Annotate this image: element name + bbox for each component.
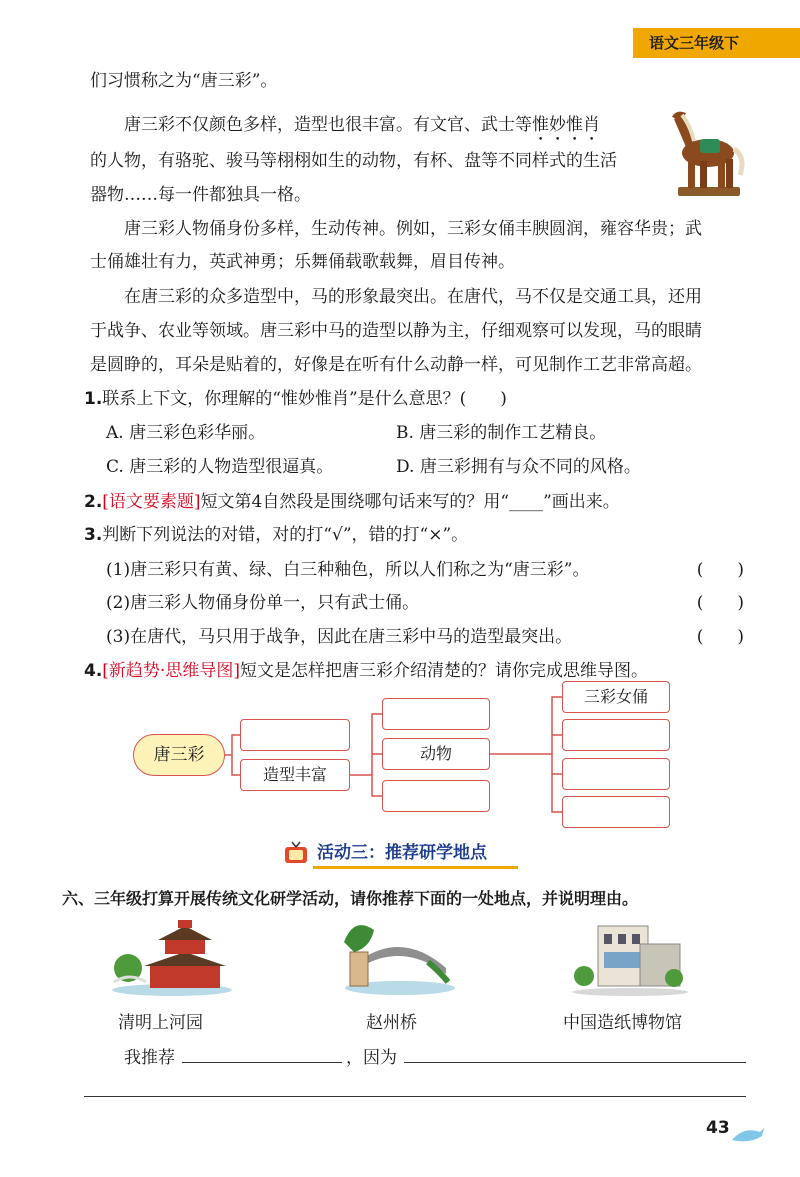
option-a[interactable]: A. 唐三彩色彩华丽。 [106,423,266,443]
mindmap-node-shape: 造型丰富 [240,759,350,791]
option-b[interactable]: B. 唐三彩的制作工艺精良。 [396,423,607,443]
mindmap-blank[interactable] [562,796,670,828]
answer-paren-3[interactable]: ( ) [696,627,744,647]
grade-tag: 语文三年级下 [633,28,800,58]
question-3: 3.判断下列说法的对错，对的打“√”，错的打“×”。 [84,525,469,545]
judge-item-1: (1)唐三彩只有黄、绿、白三种釉色，所以人们称之为“唐三彩”。 [106,560,590,580]
answer-paren-1[interactable]: ( ) [696,560,744,580]
garden-pavilion-illustration [110,916,235,996]
page-number: 43 [706,1118,730,1138]
dotted-phrase: 惟妙惟肖 [532,115,600,135]
passage-line: 在唐三彩的众多造型中，马的形象最突出。在唐代，马不仅是交通工具，还用 [124,287,702,307]
title-underline [313,866,518,869]
passage-line: 于战争、农业等领域。唐三彩中马的造型以静为主，仔细观察可以发现，马的眼睛 [90,321,702,341]
judge-item-2: (2)唐三彩人物俑身份单一，只有武士俑。 [106,593,420,613]
place-caption: 中国造纸博物馆 [563,1013,682,1033]
passage-line: 士俑雄壮有力，英武神勇；乐舞俑载歌载舞，眉目传神。 [90,252,515,272]
question-6: 六、三年级打算开展传统文化研学活动，请你推荐下面的一处地点，并说明理由。 [62,889,639,908]
dolphin-icon [730,1124,766,1146]
because-label: ，因为 [346,1048,397,1068]
question-tag: [语文要素题] [102,492,201,512]
option-d[interactable]: D. 唐三彩拥有与众不同的风格。 [396,457,641,477]
passage-line: 是圆睁的，耳朵是贴着的，好像是在听有什么动静一样，可见制作工艺非常高超。 [90,355,702,375]
question-4: 4.[新趋势·思维导图]短文是怎样把唐三彩介绍清楚的？请你完成思维导图。 [84,661,648,681]
question-2: 2.[语文要素题]短文第4自然段是围绕哪句话来写的？用“____”画出来。 [84,492,620,512]
passage-line: 的人物，有骆驼、骏马等栩栩如生的动物，有杯、盘等不同样式的生活 [90,151,617,171]
passage-line: 器物……每一件都独具一格。 [90,185,311,205]
passage-line: 唐三彩人物俑身份多样，生动传神。例如，三彩女俑丰腴圆润，雍容华贵；武 [124,219,702,239]
mindmap-blank[interactable] [240,719,350,751]
question-1: 1.联系上下文，你理解的“惟妙惟肖”是什么意思？( ) [84,389,507,409]
tv-icon [283,841,309,865]
mindmap-blank[interactable] [562,758,670,790]
answer-line[interactable] [84,1096,746,1097]
mindmap-node-animal: 动物 [382,738,490,770]
recommend-label: 我推荐 [124,1048,175,1068]
zhaozhou-bridge-illustration [340,912,455,996]
activity-title: 活动三：推荐研学地点 [283,838,533,868]
recommend-blank[interactable] [182,1062,342,1063]
reason-blank[interactable] [404,1062,746,1063]
passage-line: 们习惯称之为“唐三彩”。 [90,71,278,91]
mindmap-blank[interactable] [562,719,670,751]
mindmap-leaf-figurine: 三彩女俑 [562,681,670,713]
mindmap-blank[interactable] [382,698,490,730]
option-c[interactable]: C. 唐三彩的人物造型很逼真。 [106,457,334,477]
mindmap-blank[interactable] [382,780,490,812]
mindmap-root: 唐三彩 [133,734,225,776]
answer-paren-2[interactable]: ( ) [696,593,744,613]
place-caption: 清明上河园 [118,1013,203,1033]
paper-museum-illustration [570,912,690,996]
passage-line: 唐三彩不仅颜色多样，造型也很丰富。有文官、武士等惟妙惟肖 [124,115,600,135]
place-caption: 赵州桥 [366,1013,417,1033]
question-tag: [新趋势·思维导图] [102,661,240,681]
judge-item-3: (3)在唐代，马只用于战争，因此在唐三彩中马的造型最突出。 [106,627,573,647]
